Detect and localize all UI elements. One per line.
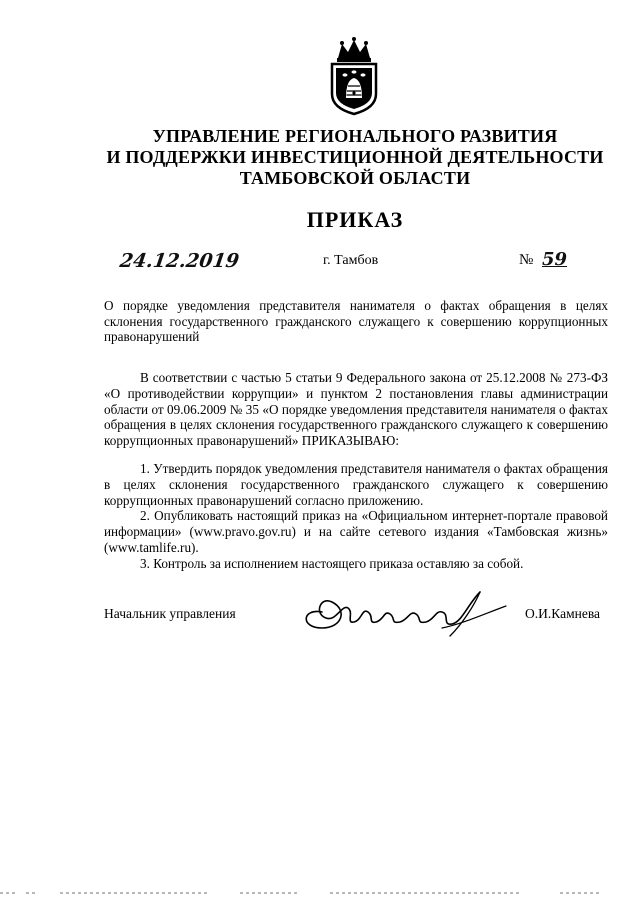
order-item: 3. Контроль за исполнением настоящего приказа оставляю за собой. [140,555,524,571]
organization-line: ТАМБОВСКОЙ ОБЛАСТИ [239,168,471,188]
preamble-paragraph: В соответствии с частью 5 статьи 9 Федерального закона от 25.12.2008 № 273-ФЗ «О противодействии коррупции» и пунктом 2 постановления главы администрации области от 09.06.2009 № 35 «О порядке уведомления представителя нанимателя о фактах обращения в целях склонения государственного гражданского служащего к совершению коррупционных правонарушений» ПРИКАЗЫВАЮ: [104,370,608,449]
order-item: 1. Утвердить порядок уведомления представителя нанимателя о фактах обращения в целях склонения государственного гражданского служащего к совершению коррупционных правонарушений согласно приложению. [104,460,608,508]
handwritten-number: 59 [542,249,568,270]
organization-line: УПРАВЛЕНИЕ РЕГИОНАЛЬНОГО РАЗВИТИЯ [152,126,558,146]
document-title: ПРИКАЗ [306,207,404,232]
handwritten-date: 24.12.2019 [118,250,241,272]
number-label: № [519,252,534,268]
coat-of-arms-icon [324,36,384,116]
document-subject: О порядке уведомления представителя нанимателя о фактах обращения в целях склонения государственного гражданского служащего к совершению коррупционных правонарушений [104,298,608,344]
order-item: 2. Опубликовать настоящий приказ на «Официальном интернет-портале правовой информации» (www.pravo.gov.ru) и на сайте сетевого издания «Тамбовская жизнь» (www.tamlife.ru). [104,508,608,555]
handwritten-signature [292,584,512,644]
city: г. Тамбов [323,253,379,268]
signer-position: Начальник управления [104,606,236,621]
signer-name: О.И.Камнева [525,606,601,621]
document-body [104,370,608,572]
scan-artifact-line [0,888,640,898]
organization-line: И ПОДДЕРЖКИ ИНВЕСТИЦИОННОЙ ДЕЯТЕЛЬНОСТИ [106,147,604,167]
organization-name [100,126,610,189]
